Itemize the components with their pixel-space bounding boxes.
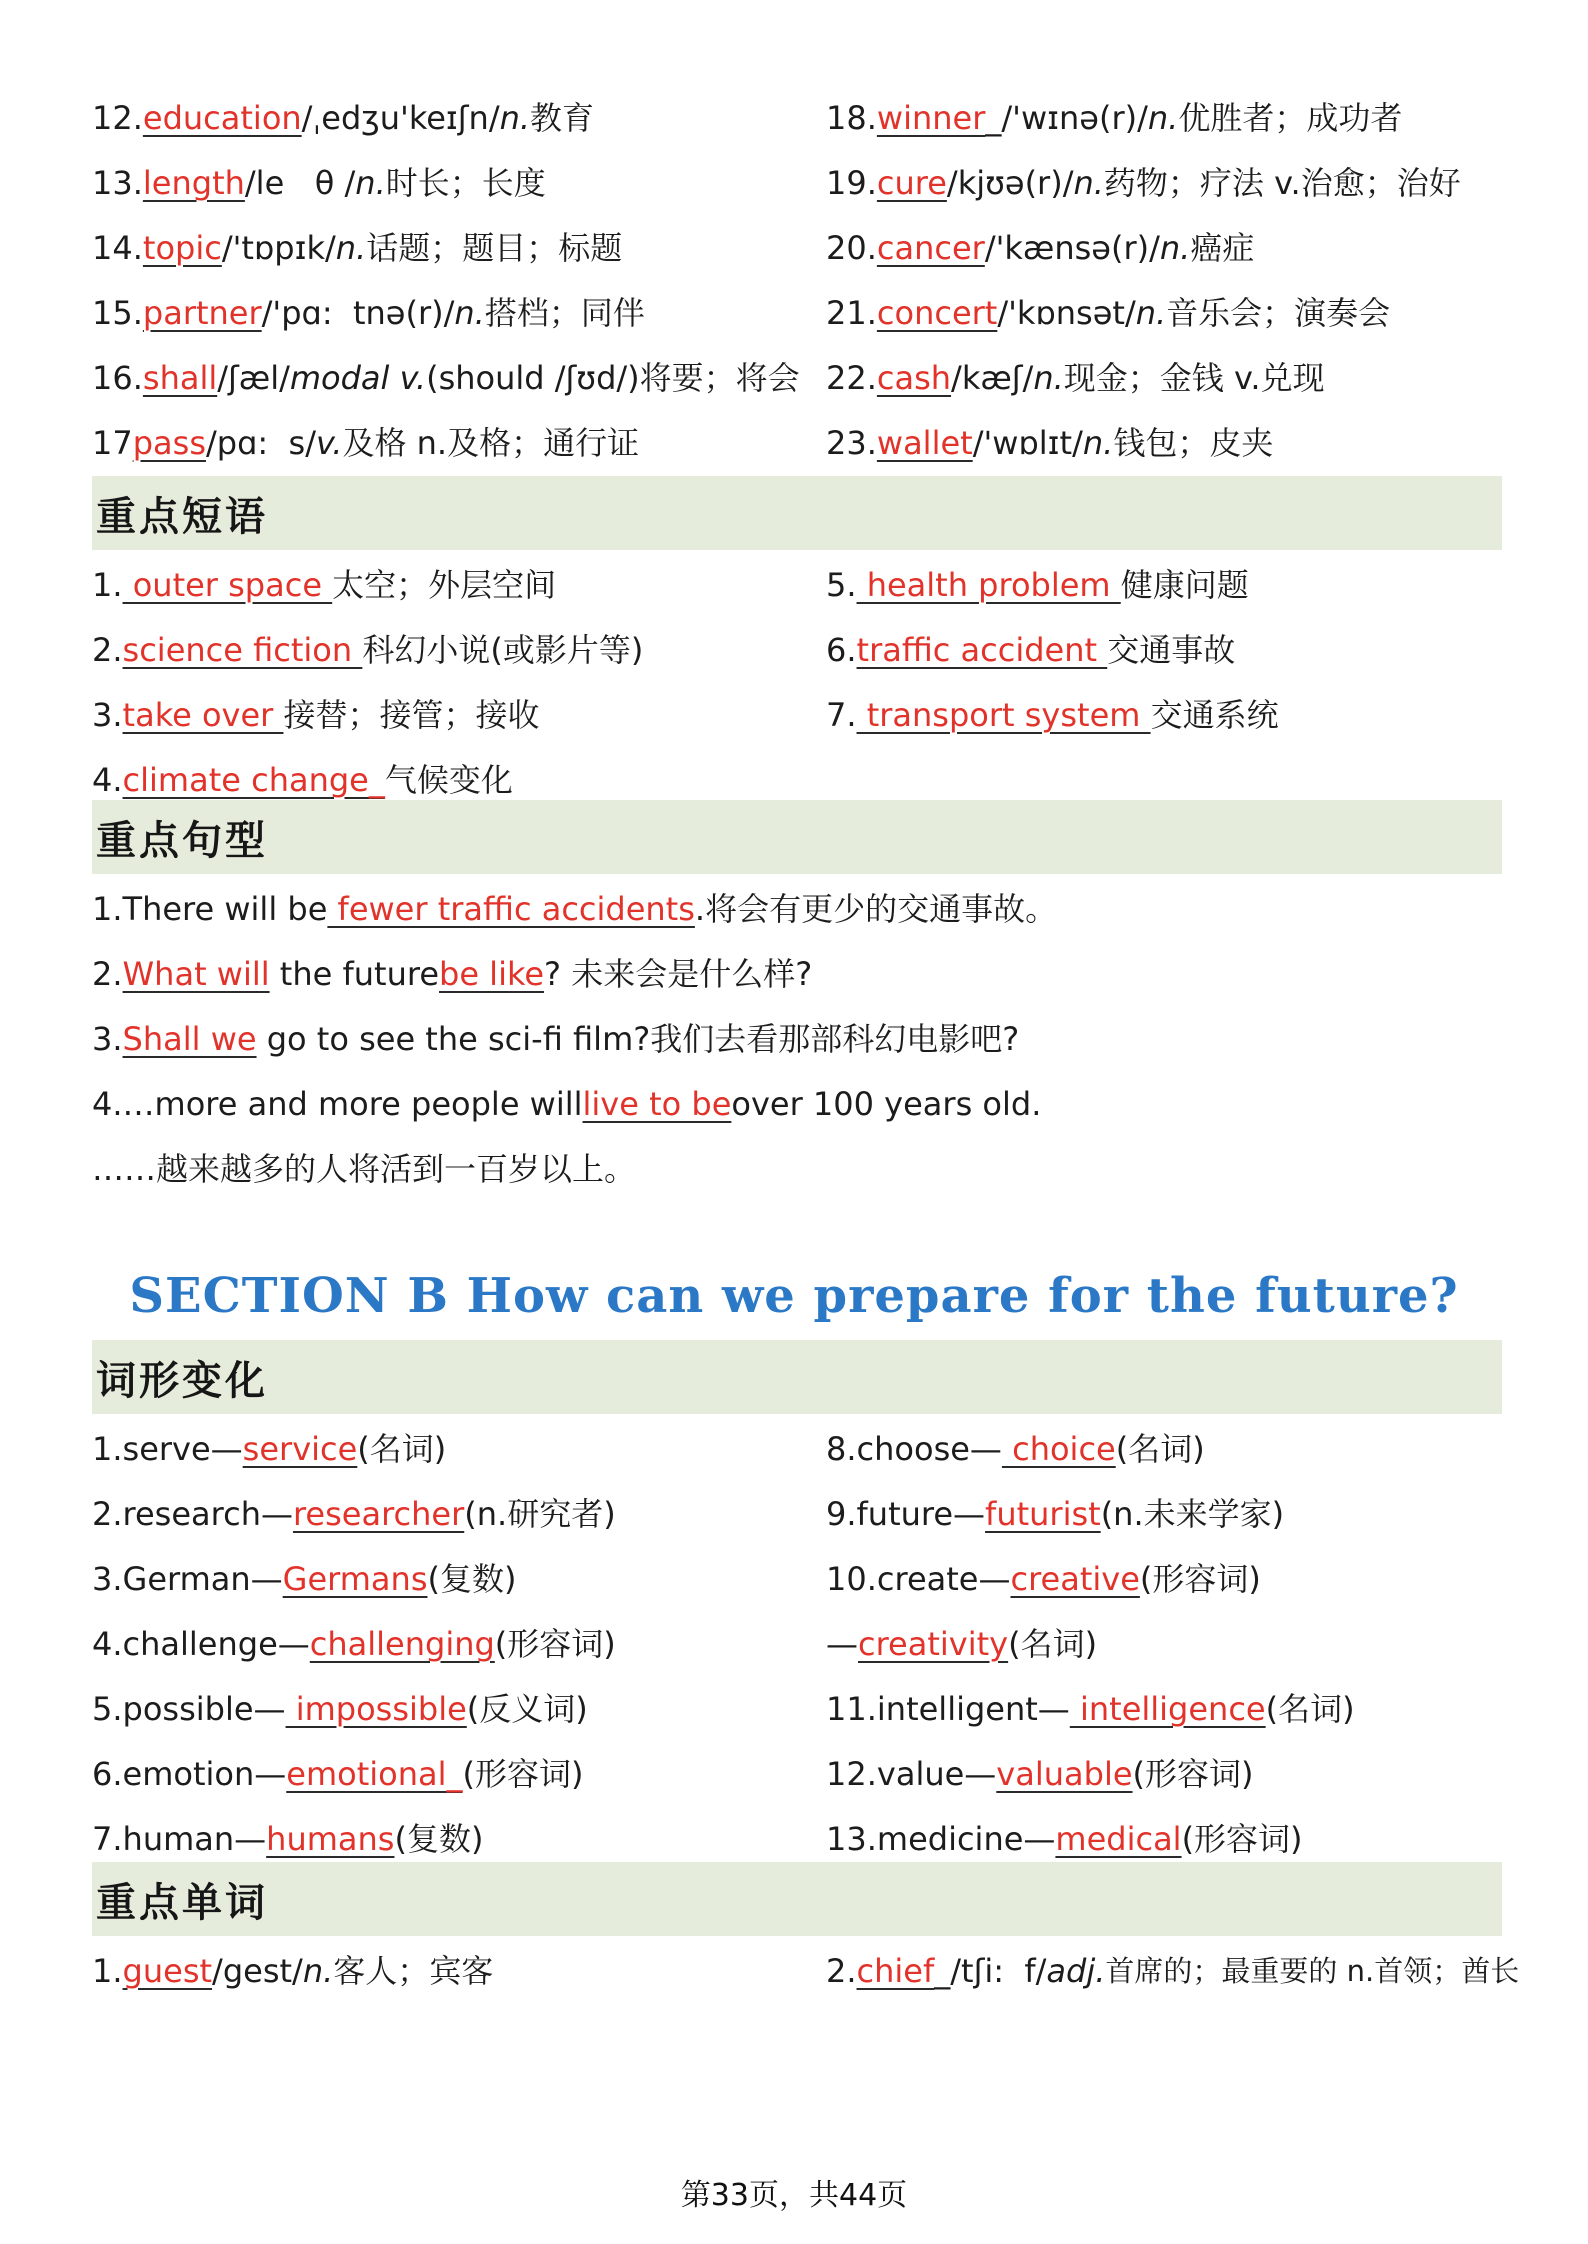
vocab-word: shall [142,359,218,397]
word-form: challenging [309,1625,495,1663]
phrase-entry: 2. science fiction 科幻小说(或影片等) [92,618,643,682]
word-form-entry: 2.research— researcher (n.研究者) [92,1482,616,1546]
phrase-row-1 [92,553,1502,617]
word-form-row-3 [92,1547,1502,1611]
word-form: emotional_ [286,1755,463,1793]
section-b-title: SECTION B How can we prepare for the future? [129,1268,1459,1324]
phrase-entry: 5. health problem 健康问题 [826,553,1249,617]
key-word-row-1 [92,1939,1520,2003]
vocab-entry: 23. wallet /'wɒlɪt/ n. 钱包；皮夹 [826,411,1273,475]
vocab-entry: 14. topic /'tɒpɪk/ n. 话题；题目；标题 [92,216,622,280]
phrase-text: climate change_ [122,761,385,799]
section-heading-text: 词形变化 [96,1356,268,1404]
vocab-entry: 20. cancer /'kænsə(r)/ n. 癌症 [826,216,1254,280]
word-form-entry: 9.future— futurist (n.未来学家) [826,1482,1284,1546]
vocab-entry: 17 pass /pɑ: s/ v. 及格 n.及格；通行证 [92,411,639,475]
vocab-word: partner [142,294,262,332]
vocab-word: length [142,164,245,202]
vocab-entry: 18. winner _/'wɪnə(r)/ n. 优胜者；成功者 [826,86,1402,150]
section-heading-phrases [92,476,1502,550]
vocab-row-3 [92,216,1502,280]
vocab-word: cure [876,164,947,202]
word-form-entry: 13.medicine— medical (形容词) [826,1807,1303,1871]
key-word-entry: 2. chief _/tʃi: f/ adj. 首席的；最重要的 n.首领；酋长 [826,1939,1519,2003]
word-form: futurist [985,1495,1101,1533]
phrase-text: outer space [122,566,333,604]
sentence-highlight: Shall we [122,1020,257,1058]
vocab-row-1 [92,86,1502,150]
vocab-word: topic [142,229,222,267]
word-form-row-4 [92,1612,1502,1676]
phrase-entry: 7. transport system 交通系统 [826,683,1279,747]
phrase-row-2 [92,618,1502,682]
vocab-word: cash [876,359,952,397]
sentence-highlight: live to be [582,1085,732,1123]
phrase-entry: 4. climate change_ 气候变化 [92,748,513,812]
section-heading-sentences [92,800,1502,874]
section-heading-word-forms [92,1340,1502,1414]
sentence-highlight: be like [439,955,545,993]
vocab-entry: 16. shall /ʃæl/ modal v. (should /ʃʊd/)将要；将会 [92,346,800,410]
vocab-entry: 22. cash /kæʃ/ n. 现金；金钱 v.兑现 [826,346,1325,410]
phrase-entry: 6. traffic accident 交通事故 [826,618,1235,682]
vocab-word: wallet [876,424,973,462]
vocab-entry: 19. cure /kjʊə(r)/ n. 药物；疗法 v.治愈；治好 [826,151,1461,215]
section-heading-key-words [92,1862,1502,1936]
key-word-entry: 1. guest /gest/ n. 客人；宾客 [92,1939,493,2003]
vocab-row-4 [92,281,1502,345]
word-form-row-2 [92,1482,1502,1546]
word-form-entry: — creativity (名词) [826,1612,1097,1676]
vocab-word: concert [876,294,998,332]
sentence-row-4: 4.…more and more people will live to be over 100 years old. [92,1072,1502,1136]
vocab-entry: 15. partner /'pɑ: tnə(r)/ n. 搭档；同伴 [92,281,645,345]
vocab-entry: 13. length /le θ / n. 时长；长度 [92,151,546,215]
phrase-entry: 3. take over 接替；接管；接收 [92,683,539,747]
phrase-text: transport system [856,696,1151,734]
section-heading-text: 重点单词 [96,1878,268,1926]
phrase-text: take over [122,696,284,734]
section-heading-text: 重点句型 [96,816,268,864]
sentence-row-1: 1.There will be fewer traffic accidents .将会有更少的交通事故。 [92,877,1502,941]
word-form-entry: 5.possible— impossible (反义词) [92,1677,588,1741]
phrase-text: traffic accident [856,631,1108,669]
phrase-text: health problem [856,566,1121,604]
word-form-entry: 7.human— humans (复数) [92,1807,483,1871]
vocab-word: cancer [876,229,985,267]
word-form-entry: 12.value— valuable (形容词) [826,1742,1254,1806]
word-form-entry: 1.serve— service (名词) [92,1417,446,1481]
sentence-highlight: What will [122,955,270,993]
word-form: medical [1055,1820,1182,1858]
section-heading-text: 重点短语 [96,492,268,540]
vocab-row-2 [92,151,1502,215]
word-form-row-6 [92,1742,1502,1806]
vocab-word: guest [122,1952,213,1990]
word-form: researcher [292,1495,465,1533]
vocab-word: pass [132,424,206,462]
word-form: humans [266,1820,395,1858]
word-form: Germans [282,1560,428,1598]
word-form-row-1 [92,1417,1502,1481]
phrase-row-3 [92,683,1502,747]
word-form-row-5 [92,1677,1502,1741]
word-form-entry: 8.choose— choice (名词) [826,1417,1205,1481]
sentence-row-2: 2. What will the future be like ? 未来会是什么样? [92,942,1502,1006]
phrase-entry: 1. outer space 太空；外层空间 [92,553,556,617]
word-form: creativity [858,1625,1009,1663]
word-form-entry: 11.intelligent— intelligence (名词) [826,1677,1355,1741]
word-form: valuable [996,1755,1133,1793]
vocab-word: education [142,99,302,137]
sentence-highlight: fewer traffic accidents [327,890,695,928]
word-form-entry: 3.German— Germans (复数) [92,1547,516,1611]
phrase-text: science fiction [122,631,363,669]
vocab-entry: 21. concert /'kɒnsət/ n. 音乐会；演奏会 [826,281,1390,345]
word-form: impossible [285,1690,467,1728]
word-form-entry: 10.create— creative (形容词) [826,1547,1261,1611]
vocab-word: chief [856,1952,935,1990]
vocab-entry: 12. education /ˌedʒu'keɪʃn/ n. 教育 [92,86,594,150]
word-form: service [242,1430,358,1468]
word-form: choice [1001,1430,1116,1468]
vocab-row-5 [92,346,1502,410]
sentence-row-3: 3. Shall we go to see the sci-fi film?我们去看那部科幻电影吧? [92,1007,1502,1071]
word-form-entry: 4.challenge— challenging (形容词) [92,1612,616,1676]
sentence-translation: ……越来越多的人将活到一百岁以上。 [92,1150,637,1188]
vocab-word: winner [876,99,986,137]
page-number: 第33页，共44页 [680,2178,908,2213]
vocab-row-6 [92,411,1502,475]
word-form-entry: 6.emotion— emotional_ (形容词) [92,1742,583,1806]
word-form: creative [1010,1560,1140,1598]
word-form: intelligence [1069,1690,1266,1728]
